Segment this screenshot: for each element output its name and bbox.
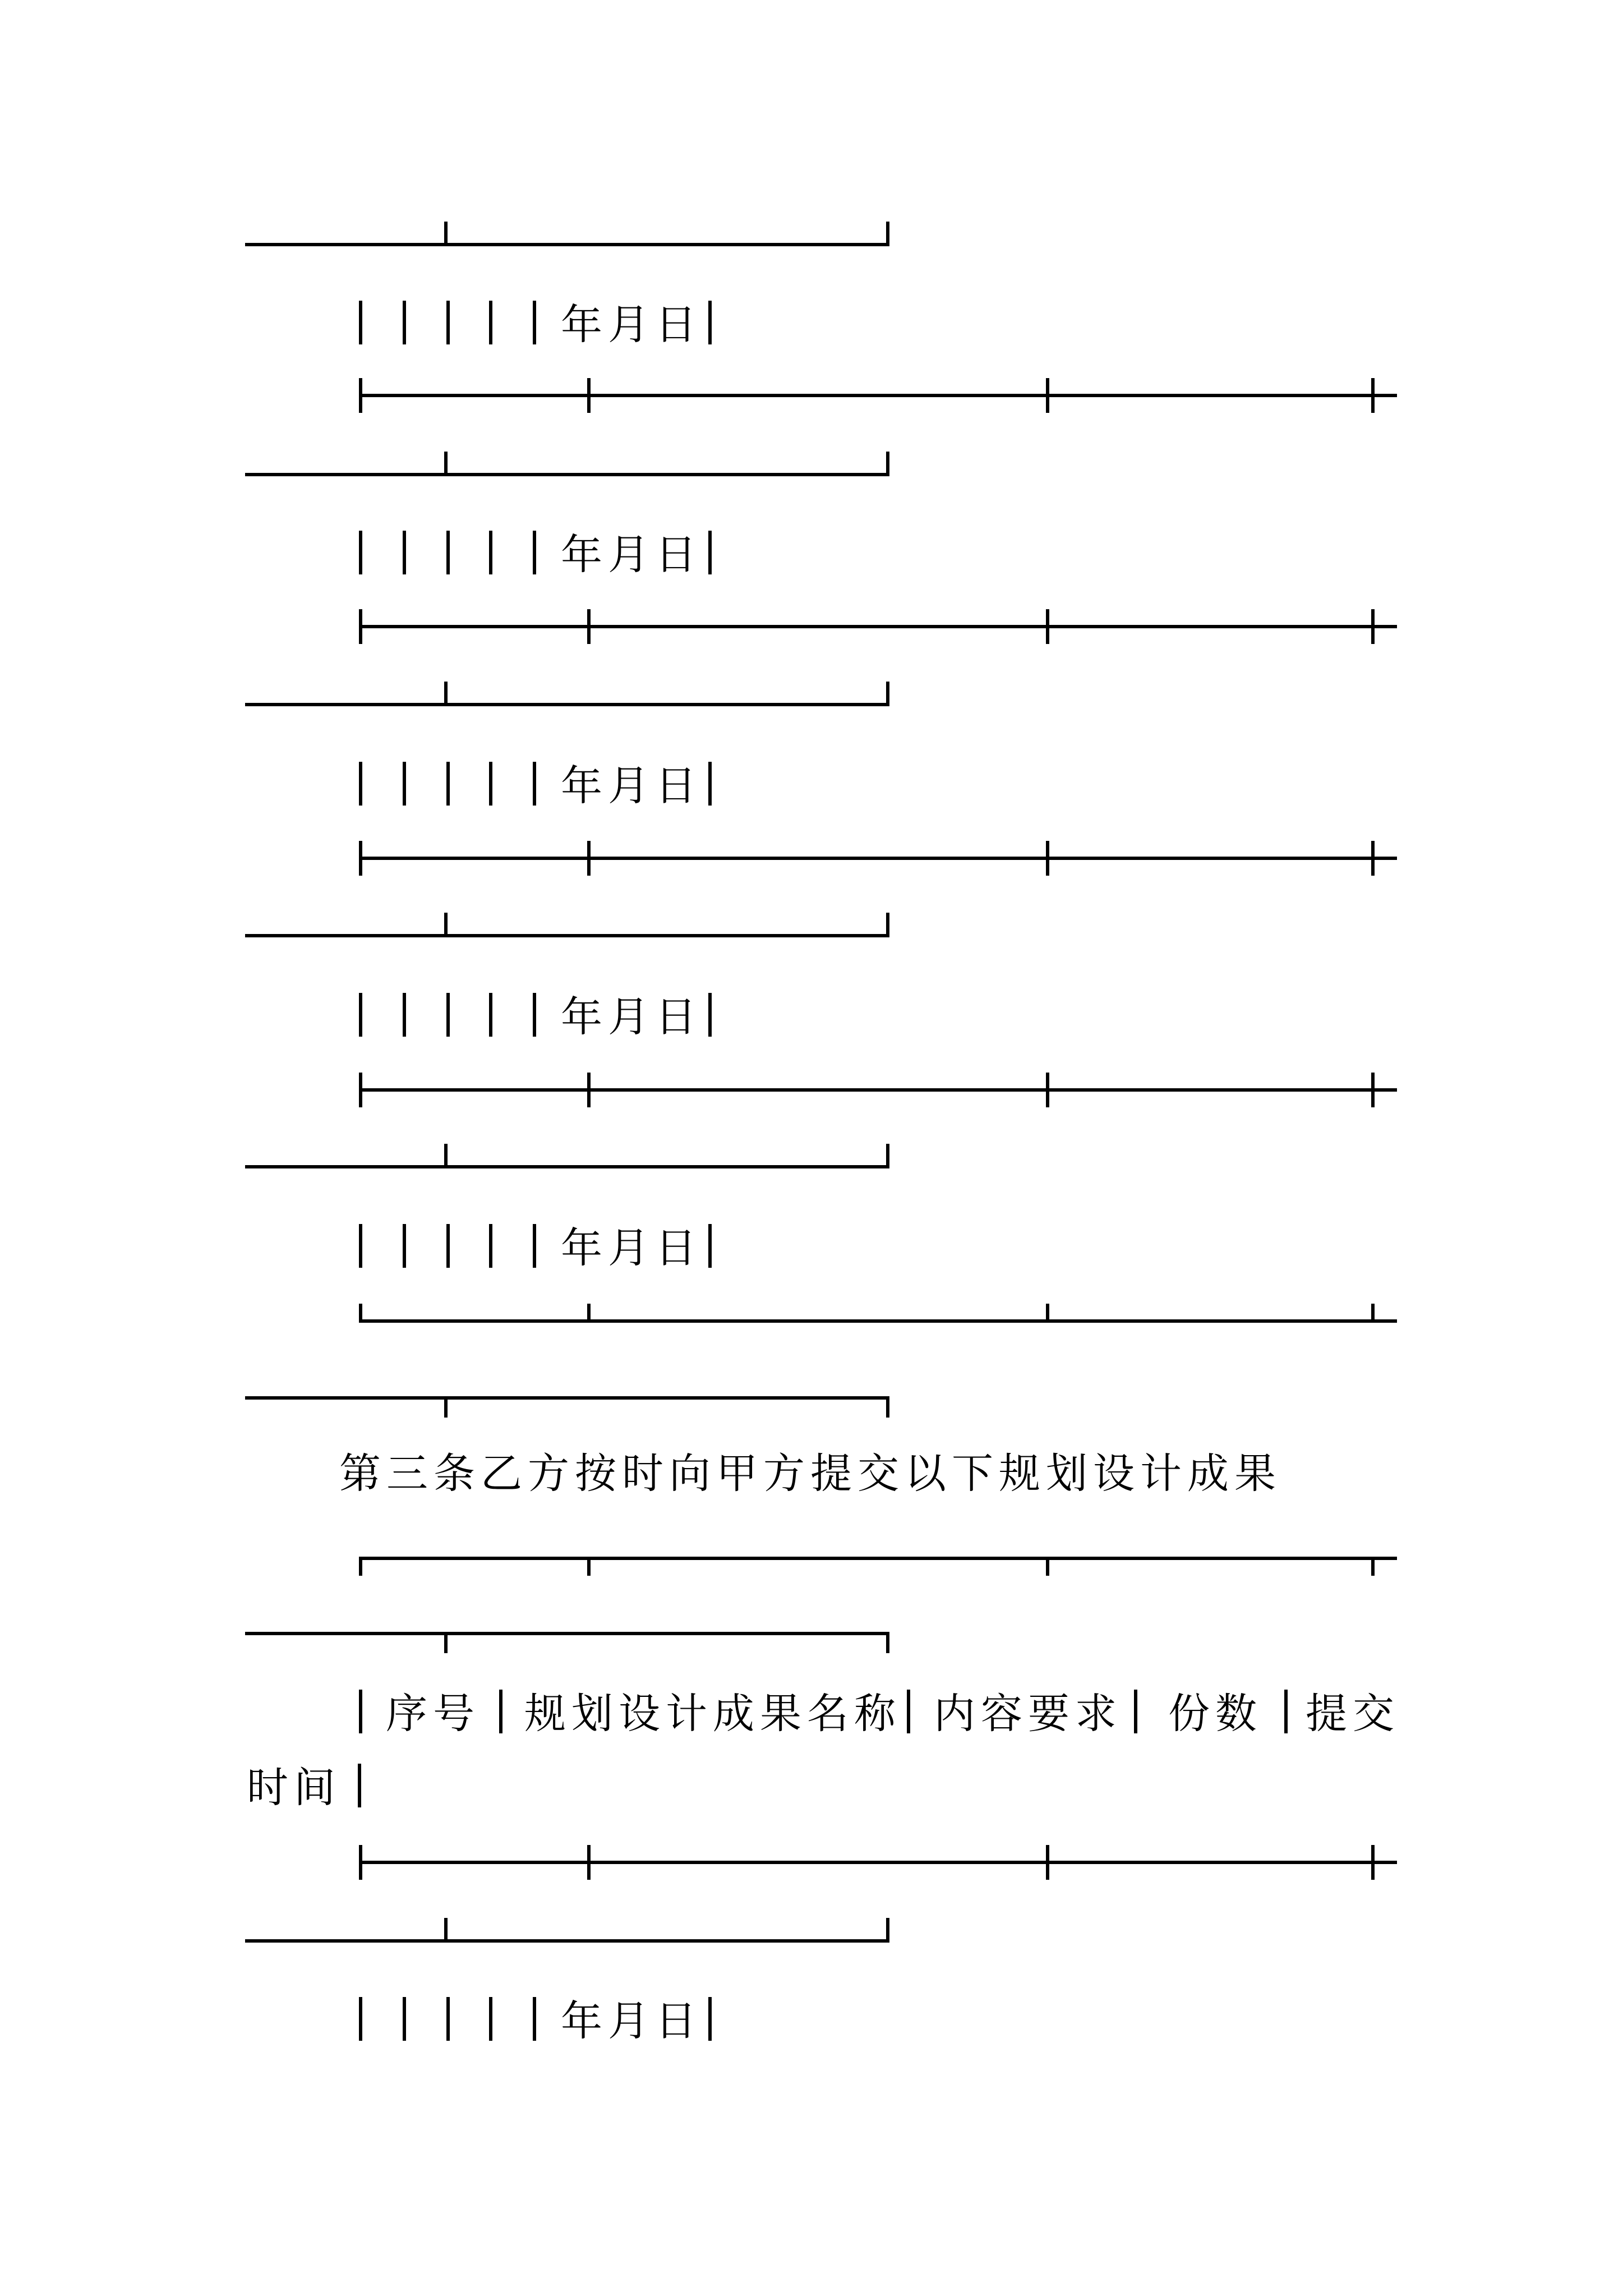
cell-border	[489, 993, 492, 1037]
cell-border	[533, 1224, 536, 1268]
cell-border	[403, 993, 406, 1037]
cell-border	[708, 1997, 712, 2041]
cell-border	[499, 1690, 502, 1733]
cell-border	[403, 531, 406, 574]
cell-border	[359, 993, 362, 1037]
cell-border	[359, 1690, 362, 1733]
cell-border	[403, 1997, 406, 2041]
cell-border	[708, 531, 712, 574]
cell-border	[446, 1997, 450, 2041]
cell-border	[403, 301, 406, 344]
cell-border	[533, 531, 536, 574]
date-label: 年月日	[561, 1224, 702, 1272]
cell-border	[359, 1997, 362, 2041]
cell-border	[533, 301, 536, 344]
cell-border	[359, 1224, 362, 1268]
article-heading: 第三条乙方按时向甲方提交以下规划设计成果	[339, 1450, 1281, 1498]
cell-border	[708, 1224, 712, 1268]
cell-border	[708, 762, 712, 806]
date-label: 年月日	[561, 531, 702, 579]
header-col-copies: 份数	[1168, 1690, 1262, 1738]
header-col-submit-time-part1: 提交	[1306, 1690, 1400, 1738]
cell-border	[446, 531, 450, 574]
header-col-content-requirement: 内容要求	[934, 1690, 1122, 1738]
cell-border	[708, 301, 712, 344]
cell-border	[533, 1997, 536, 2041]
date-label: 年月日	[561, 993, 702, 1041]
header-col-number: 序号	[386, 1690, 480, 1738]
cell-border	[403, 762, 406, 806]
cell-border	[359, 301, 362, 344]
cell-border	[907, 1690, 910, 1733]
cell-border	[358, 1764, 361, 1807]
cell-border	[489, 301, 492, 344]
date-label: 年月日	[561, 301, 702, 349]
header-col-submit-time-part2: 时间	[247, 1764, 341, 1812]
header-col-result-name: 规划设计成果名称	[524, 1690, 901, 1738]
cell-border	[708, 993, 712, 1037]
cell-border	[489, 1224, 492, 1268]
cell-border	[489, 531, 492, 574]
cell-border	[489, 762, 492, 806]
cell-border	[489, 1997, 492, 2041]
cell-border	[446, 993, 450, 1037]
cell-border	[533, 762, 536, 806]
cell-border	[359, 531, 362, 574]
cell-border	[533, 993, 536, 1037]
date-label: 年月日	[561, 1997, 702, 2045]
cell-border	[446, 301, 450, 344]
cell-border	[1134, 1690, 1137, 1733]
cell-border	[446, 762, 450, 806]
cell-border	[403, 1224, 406, 1268]
cell-border	[1284, 1690, 1288, 1733]
date-label: 年月日	[561, 762, 702, 810]
cell-border	[359, 762, 362, 806]
cell-border	[446, 1224, 450, 1268]
